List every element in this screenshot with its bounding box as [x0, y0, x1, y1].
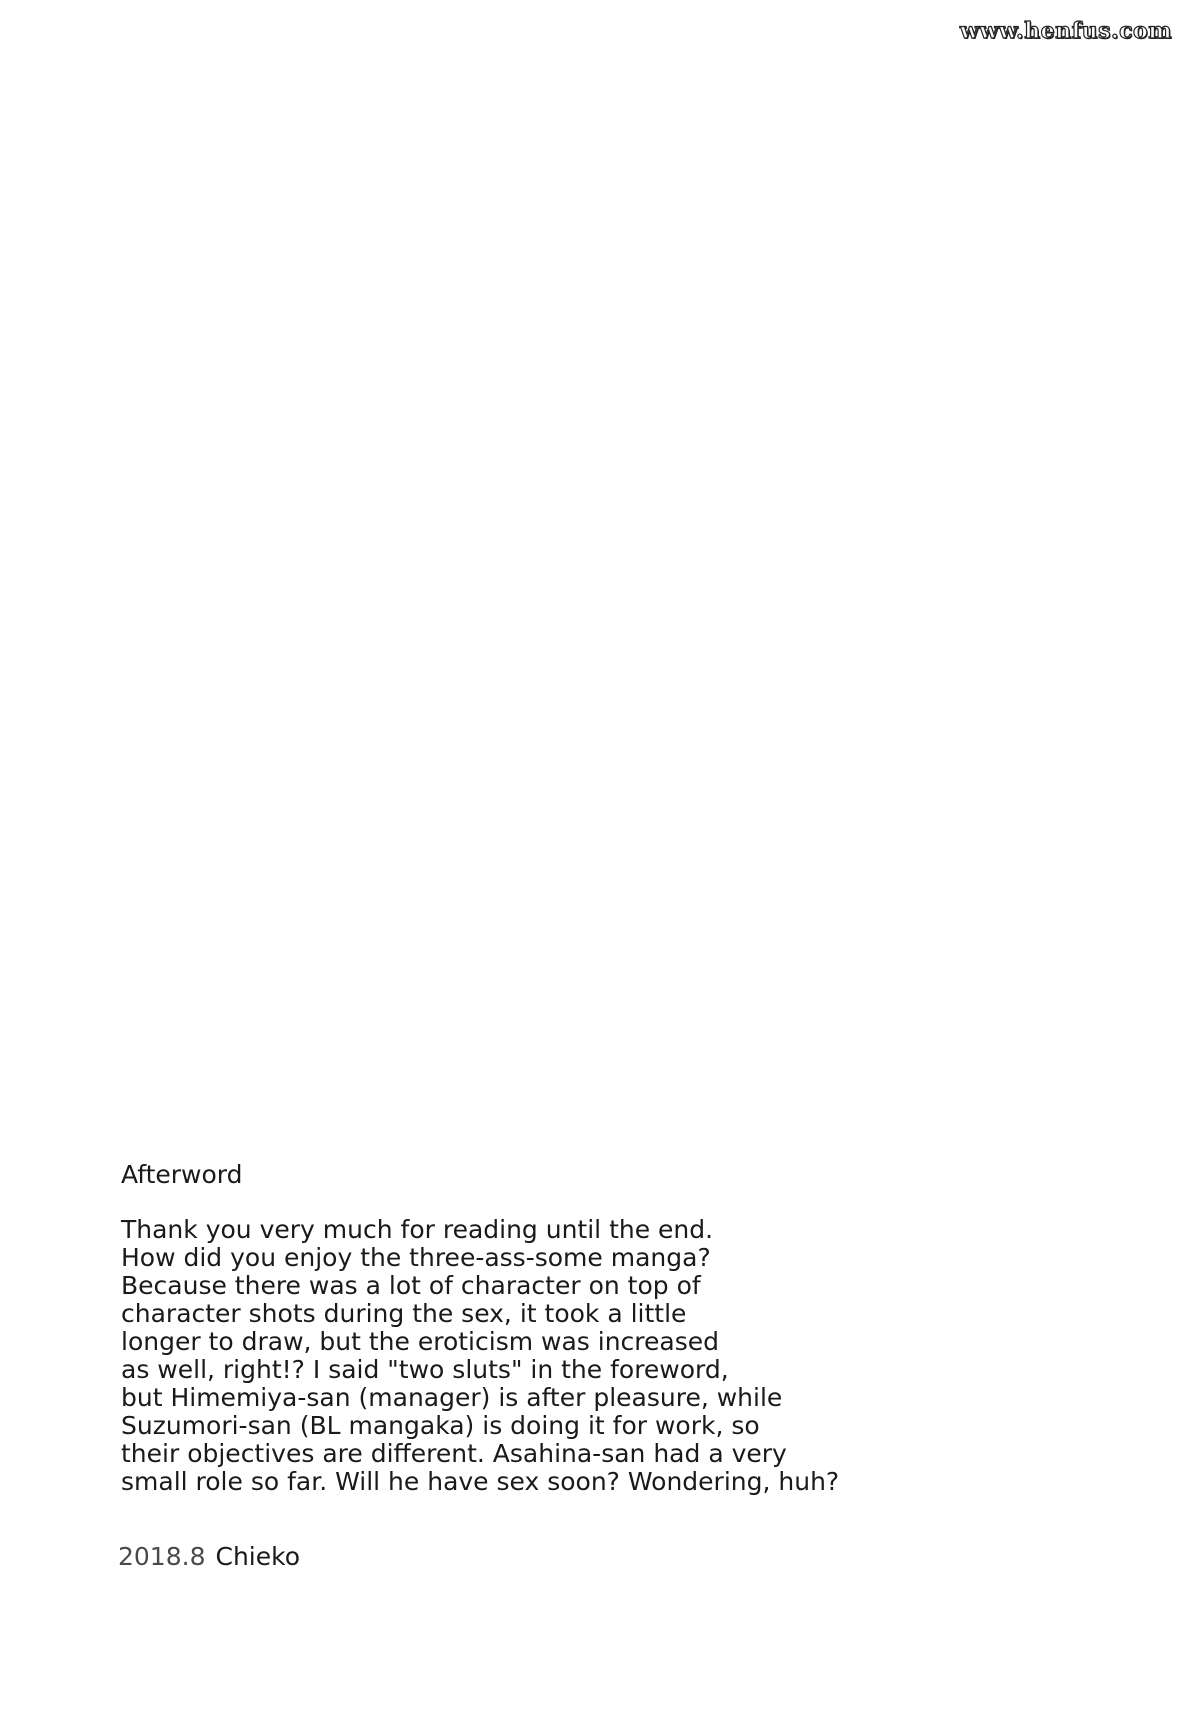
watermark: www.henfus.com — [959, 18, 1172, 44]
afterword-body — [121, 1216, 881, 1496]
afterword-line: character shots during the sex, it took a little — [121, 1299, 687, 1328]
afterword-line: their objectives are different. Asahina-san had a very — [121, 1439, 787, 1468]
afterword-line: Thank you very much for reading until the end. — [121, 1215, 714, 1244]
afterword-line: Because there was a lot of character on top of — [121, 1271, 701, 1300]
afterword-section — [121, 1160, 881, 1496]
afterword-line: How did you enjoy the three-ass-some manga? — [121, 1243, 711, 1272]
afterword-line: Suzumori-san (BL mangaka) is doing it for work, so — [121, 1411, 760, 1440]
afterword-line: as well, right!? I said "two sluts" in the foreword, — [121, 1355, 729, 1384]
afterword-title: Afterword — [121, 1160, 243, 1189]
signoff-date: 2018.8 — [118, 1542, 206, 1571]
signoff — [118, 1542, 300, 1572]
afterword-line: small role so far. Will he have sex soon? Wondering, huh? — [121, 1467, 840, 1496]
signoff-author: Chieko — [215, 1542, 300, 1571]
afterword-line: longer to draw, but the eroticism was increased — [121, 1327, 719, 1356]
afterword-line: but Himemiya-san (manager) is after pleasure, while — [121, 1383, 783, 1412]
